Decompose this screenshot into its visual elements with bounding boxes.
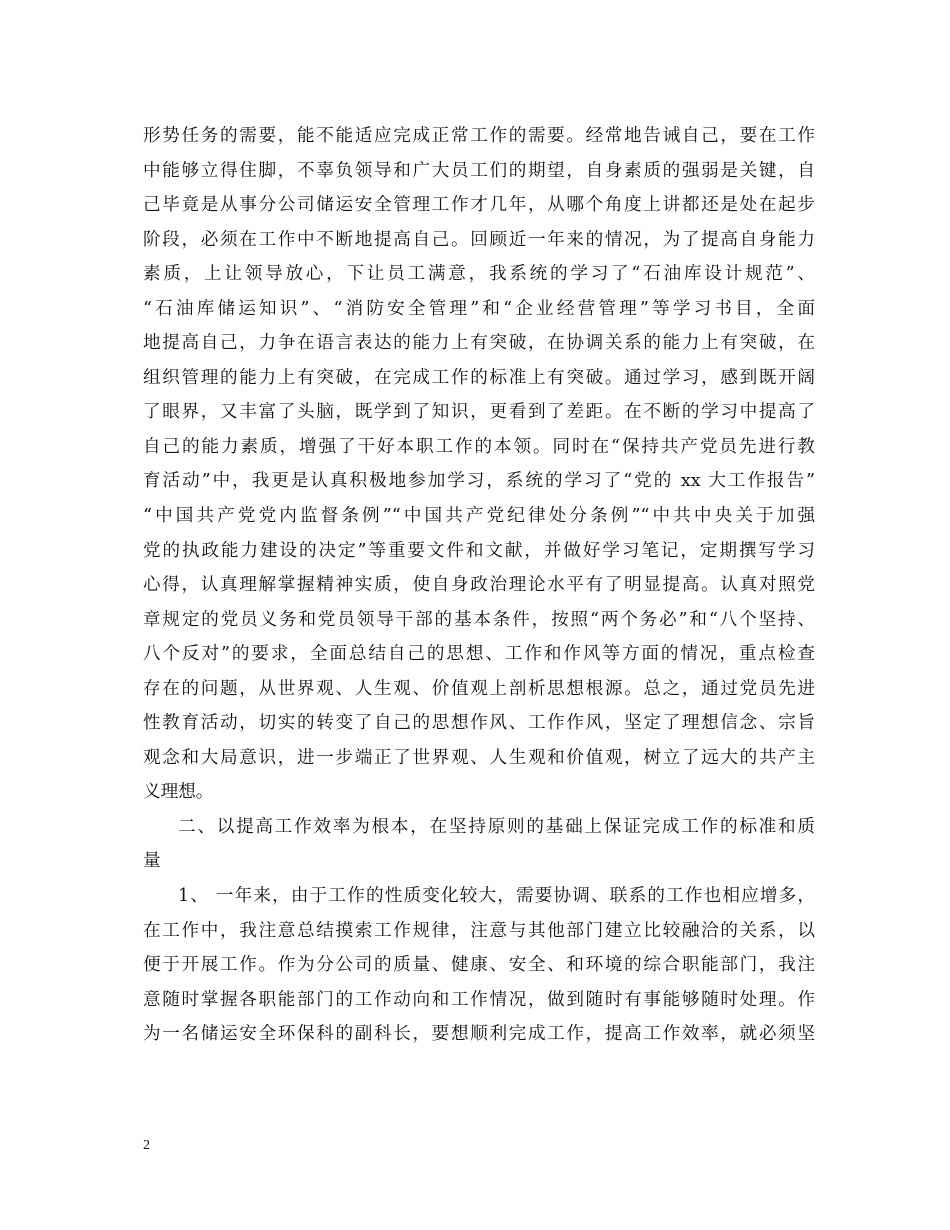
paragraph-work-coordination [143, 879, 815, 1052]
text-line: 己毕竟是从事分公司储运安全管理工作才几年，从哪个角度上讲都还是处在起步 [143, 195, 815, 216]
text-line: 性教育活动，切实的转变了自己的思想作风、工作作风，坚定了理想信念、宗旨 [143, 713, 815, 734]
text-line: 中能够立得住脚，不辜负领导和广大员工们的期望，自身素质的强弱是关键，自 [143, 160, 815, 181]
text-line: 育活动”中，我更是认真积极地参加学习，系统的学习了“党的 xx 大工作报告” [143, 471, 815, 492]
text-line: 为一名储运安全环保科的副科长，要想顺利完成工作，提高工作效率，就必须坚 [143, 1024, 815, 1045]
text-line: 组织管理的能力上有突破，在完成工作的标准上有突破。通过学习，感到既开阔 [143, 367, 815, 388]
text-line: 便于开展工作。作为分公司的质量、健康、安全、和环境的综合职能部门，我注 [143, 955, 815, 976]
text-line: 章规定的党员义务和党员领导干部的基本条件，按照“两个务必”和“八个坚持、 [143, 609, 815, 630]
document-body [143, 119, 815, 1052]
text-line: 在工作中，我注意总结摸索工作规律，注意与其他部门建立比较融洽的关系，以 [143, 920, 815, 941]
text-line: 地提高自己，力争在语言表达的能力上有突破，在协调关系的能力上有突破，在 [143, 333, 815, 354]
text-line: “中国共产党党内监督条例”“中国共产党纪律处分条例”“中共中央关于加强 [143, 506, 815, 527]
text-line: 党的执政能力建设的决定”等重要文件和文献，并做好学习笔记，定期撰写学习 [143, 540, 815, 561]
text-line: 1、 一年来，由于工作的性质变化较大，需要协调、联系的工作也相应增多， [178, 886, 815, 907]
text-line: 素质，上让领导放心，下让员工满意，我系统的学习了“石油库设计规范”、 [143, 264, 815, 285]
page-number: 2 [143, 1138, 150, 1153]
text-line: 了眼界，又丰富了头脑，既学到了知识，更看到了差距。在不断的学习中提高了 [143, 402, 815, 423]
heading-line: 量 [143, 851, 161, 872]
text-line: 心得，认真理解掌握精神实质，使自身政治理论水平有了明显提高。认真对照党 [143, 575, 815, 596]
text-line: 自己的能力素质，增强了干好本职工作的本领。同时在“保持共产党员先进行教 [143, 436, 815, 457]
text-line: 意随时掌握各职能部门的工作动向和工作情况，做到随时有事能够随时处理。作 [143, 989, 815, 1010]
text-line: 存在的问题，从世界观、人生观、价值观上剖析思想根源。总之，通过党员先进 [143, 678, 815, 699]
text-line: “石油库储运知识”、“消防安全管理”和“企业经营管理”等学习书目，全面 [143, 298, 815, 319]
text-line: 阶段，必须在工作中不断地提高自己。回顾近一年来的情况，为了提高自身能力 [143, 229, 815, 250]
heading-line: 二、以提高工作效率为根本，在坚持原则的基础上保证完成工作的标准和质 [178, 816, 815, 837]
text-line: 形势任务的需要，能不能适应完成正常工作的需要。经常地告诫自己，要在工作 [143, 126, 815, 146]
text-line: 观念和大局意识，进一步端正了世界观、人生观和价值观，树立了远大的共产主 [143, 747, 815, 768]
paragraph-self-study [143, 119, 815, 810]
text-line: 八个反对”的要求，全面总结自己的思想、工作和作风等方面的情况，重点检查 [143, 644, 815, 665]
text-line: 义理想。 [143, 782, 214, 803]
section-heading-efficiency [143, 810, 815, 879]
